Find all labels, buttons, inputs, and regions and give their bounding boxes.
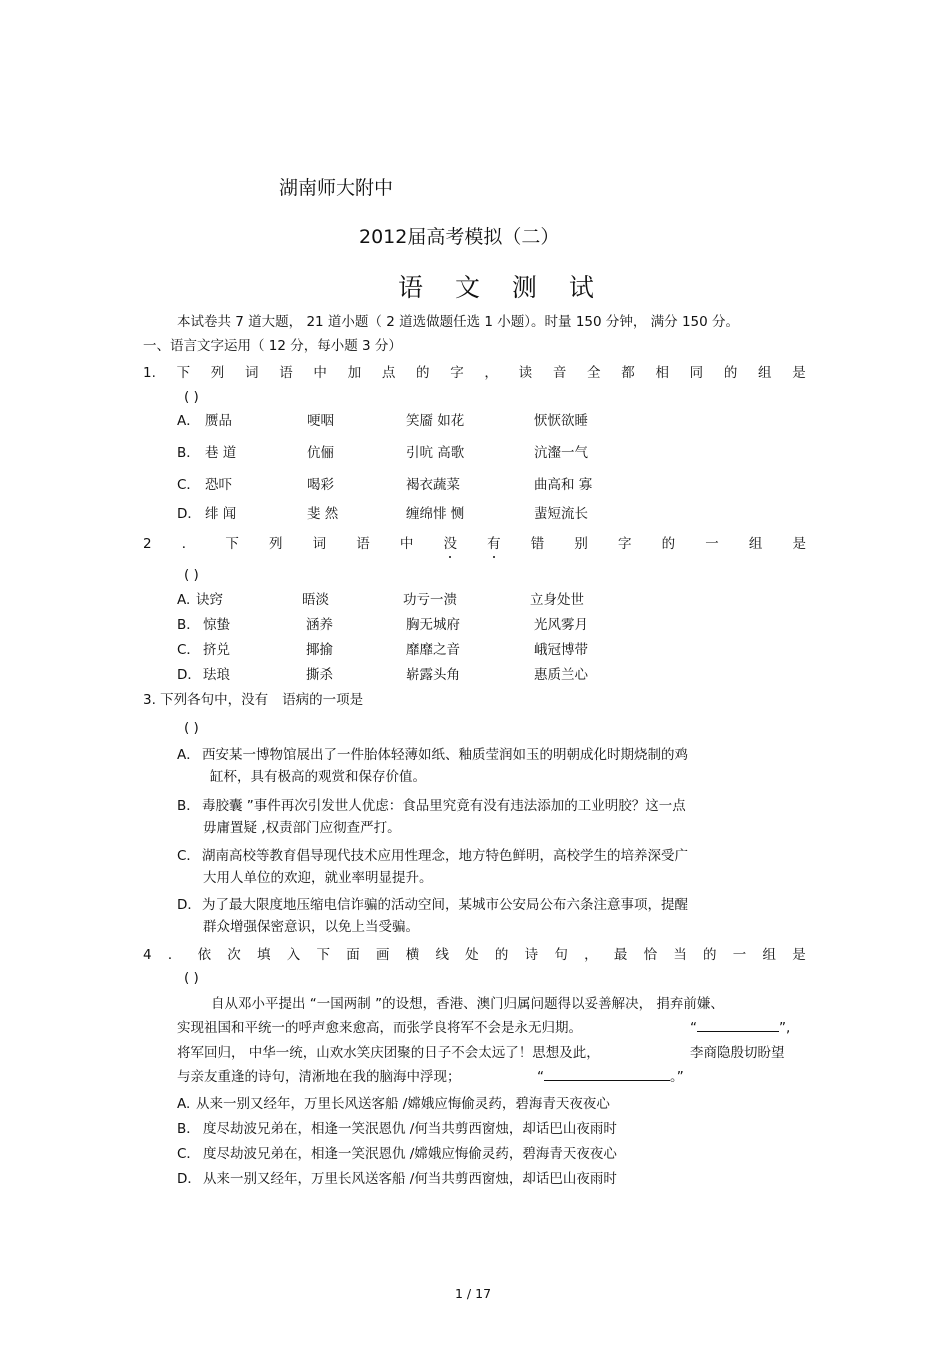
q2-answer-paren: ( )	[184, 567, 199, 583]
q4-stem: 4 ． 依 次 填 入 下 面 画 横 线 处 的 诗 句 ， 最 恰 当 的 一 组 是	[143, 947, 806, 963]
q4-answer-paren: ( )	[184, 970, 199, 986]
school-name: 湖南师大附中	[279, 177, 394, 199]
exam-intro: 本试卷共 7 道大题， 21 道小题（ 2 道选做题任选 1 小题）。时量 150 分钟， 满分 150 分。	[177, 314, 740, 330]
q1-stem: 1. 下 列 词 语 中 加 点 的 字 ， 读 音 全 都 相 同 的 组 是	[143, 365, 806, 381]
section-heading: 一、语言文字运用（ 12 分，每小题 3 分）	[143, 338, 402, 354]
page-number: 1 / 17	[455, 1286, 492, 1301]
q1-answer-paren: ( )	[184, 389, 199, 405]
exam-title: 2012届高考模拟（二）	[359, 226, 560, 248]
subject-title: 语 文 测 试	[398, 273, 606, 302]
fill-blank-2	[544, 1068, 670, 1081]
q3-answer-paren: ( )	[184, 720, 199, 736]
fill-blank-1	[697, 1019, 779, 1032]
q2-stem: 2 ． 下 列 词 语 中 没 有 错 别 字 的 一 组 是	[143, 536, 806, 552]
q3-stem: 3. 下列各句中，没有 语病的一项是	[143, 692, 364, 708]
